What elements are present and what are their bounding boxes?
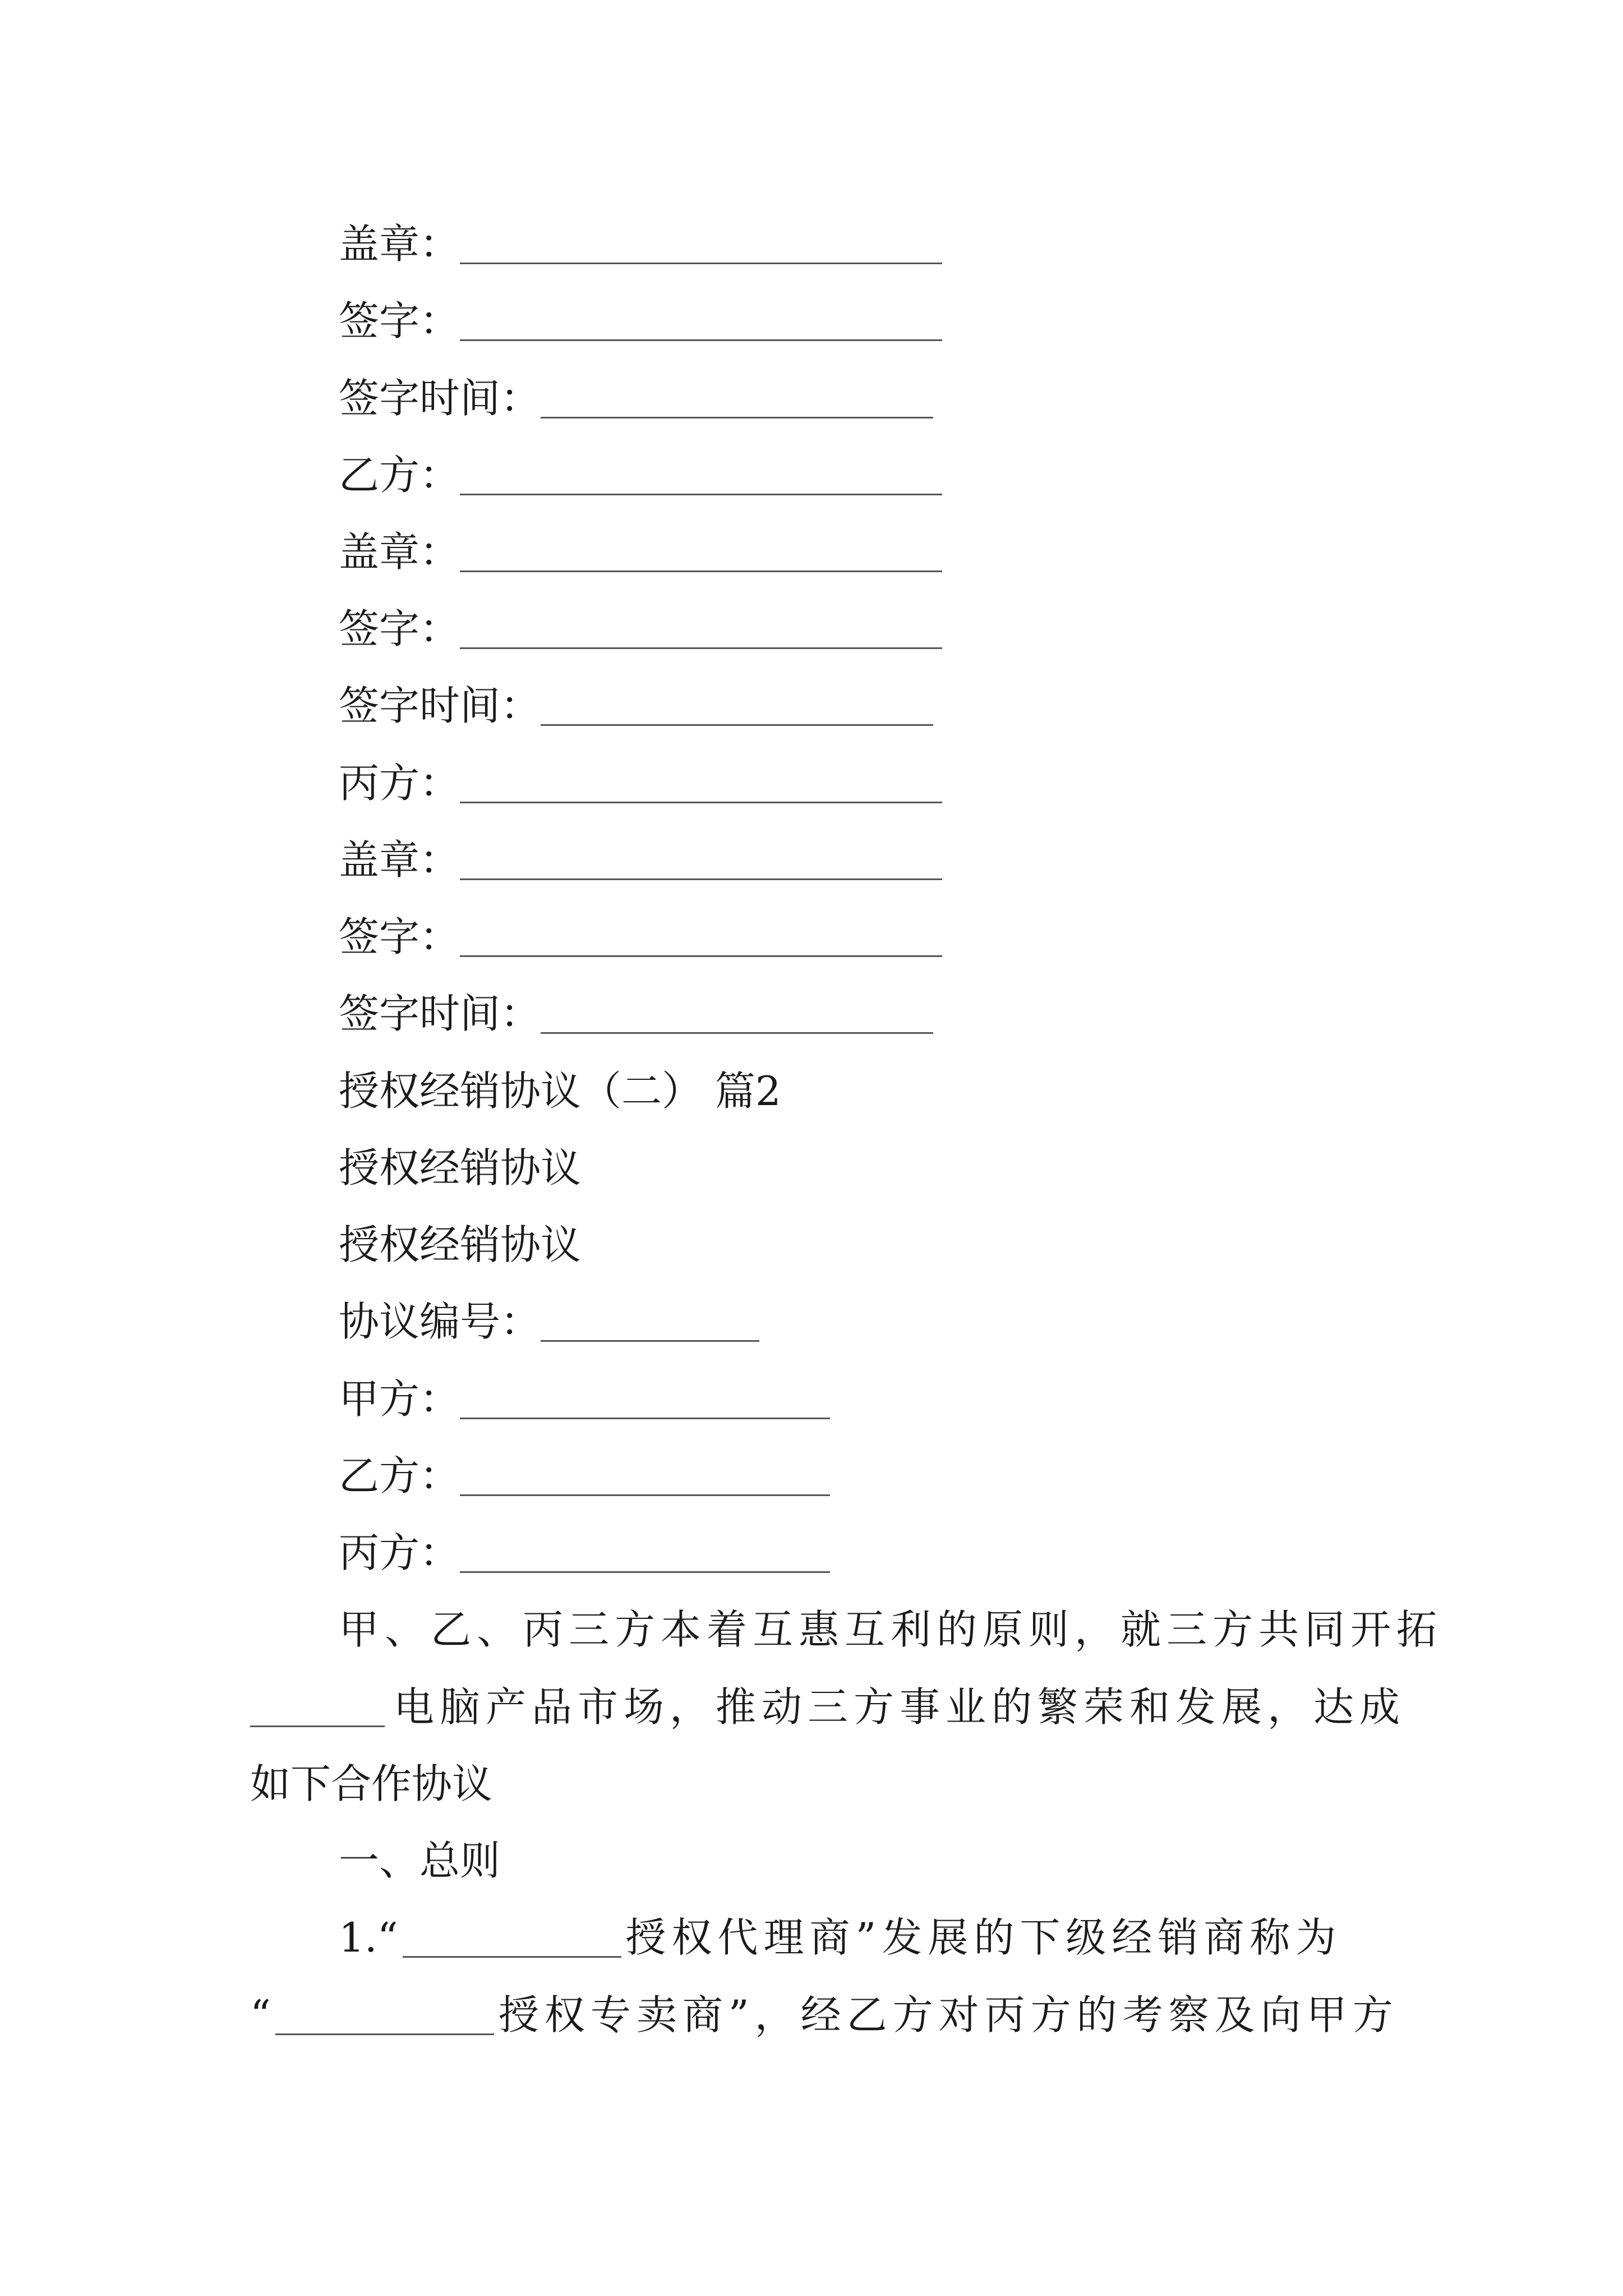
party-c-blank[interactable] <box>460 1534 830 1573</box>
sign-date-line-c <box>339 986 933 1042</box>
body-text: 甲、乙、丙三方本着互惠互利的原则，就三方共同开拓 <box>339 1606 1443 1653</box>
dealer-name-blank[interactable] <box>275 1996 494 2035</box>
party-c-label: 丙方： <box>339 1529 460 1576</box>
document-subtitle <box>339 1217 581 1273</box>
agreement-number-blank[interactable] <box>541 1303 759 1342</box>
item-1-prefix: 1.“ <box>339 1914 398 1961</box>
stamp-line-c <box>339 832 942 888</box>
document-title <box>339 1140 581 1196</box>
signature-label: 签字： <box>339 913 460 960</box>
section-heading-text: 授权经销协议（二） 篇2 <box>339 1068 781 1115</box>
body-paragraph-line-3 <box>250 1756 1383 1812</box>
section-general-text: 一、总则 <box>339 1837 501 1884</box>
document-subtitle-text: 授权经销协议 <box>339 1221 582 1268</box>
signature-blank[interactable] <box>460 610 942 649</box>
item-1-group <box>250 1987 1399 2043</box>
signature-label: 签字： <box>339 605 460 652</box>
agreement-number-line <box>339 1294 759 1350</box>
document-title-text: 授权经销协议 <box>339 1144 582 1191</box>
section-heading <box>339 1063 781 1119</box>
region-blank[interactable] <box>250 1688 385 1727</box>
signature-line-a <box>339 293 942 349</box>
sign-date-blank[interactable] <box>541 380 933 418</box>
party-b-blank[interactable] <box>460 1457 830 1496</box>
agent-name-blank[interactable] <box>403 1919 621 1958</box>
party-b-line-a <box>339 447 942 503</box>
party-a-line <box>339 1371 830 1427</box>
item-1-quote: “ <box>250 1991 271 2039</box>
body-text-group <box>250 1679 1405 1735</box>
party-c-blank[interactable] <box>460 765 942 803</box>
stamp-blank[interactable] <box>460 533 942 572</box>
body-text: 如下合作协议 <box>250 1760 493 1807</box>
party-c-line-a <box>339 755 942 811</box>
item-1-text: 授权代理商”发展的下级经销商称为 <box>625 1914 1342 1961</box>
item-1-line-2 <box>250 1987 1399 2043</box>
body-paragraph-line-1 <box>339 1602 1443 1658</box>
party-a-label: 甲方： <box>339 1375 460 1423</box>
item-1-line-1 <box>339 1910 1383 1966</box>
sign-date-line-b <box>339 678 933 734</box>
item-1-text: 授权专卖商”，经乙方对丙方的考察及向甲方 <box>498 1991 1399 2039</box>
sign-date-blank[interactable] <box>541 995 933 1034</box>
stamp-blank[interactable] <box>460 226 942 264</box>
body-paragraph-line-2 <box>250 1679 1406 1735</box>
agreement-number-label: 协议编号： <box>339 1298 541 1345</box>
stamp-label: 盖章： <box>339 836 460 884</box>
signature-blank[interactable] <box>460 302 942 341</box>
section-general <box>339 1833 500 1889</box>
stamp-line-b <box>339 524 942 580</box>
stamp-blank[interactable] <box>460 841 942 880</box>
party-b-label: 乙方： <box>339 452 460 499</box>
sign-date-label: 签字时间： <box>339 990 541 1037</box>
body-text: 电脑产品市场，推动三方事业的繁荣和发展，达成 <box>394 1683 1406 1731</box>
sign-date-label: 签字时间： <box>339 682 541 729</box>
signature-label: 签字： <box>339 297 460 344</box>
sign-date-label: 签字时间： <box>339 375 541 422</box>
signature-line-b <box>339 601 942 657</box>
signature-blank[interactable] <box>460 918 942 957</box>
party-b-blank[interactable] <box>460 457 942 495</box>
party-a-blank[interactable] <box>460 1381 830 1419</box>
stamp-label: 盖章： <box>339 528 460 576</box>
party-b-line <box>339 1448 830 1504</box>
sign-date-line-a <box>339 370 933 426</box>
party-b-label: 乙方： <box>339 1452 460 1499</box>
signature-line-c <box>339 909 942 965</box>
stamp-label: 盖章： <box>339 220 460 268</box>
stamp-line-a <box>339 216 942 272</box>
sign-date-blank[interactable] <box>541 687 933 726</box>
party-c-label: 丙方： <box>339 760 460 807</box>
party-c-line <box>339 1525 830 1581</box>
item-1-group <box>339 1910 1341 1966</box>
